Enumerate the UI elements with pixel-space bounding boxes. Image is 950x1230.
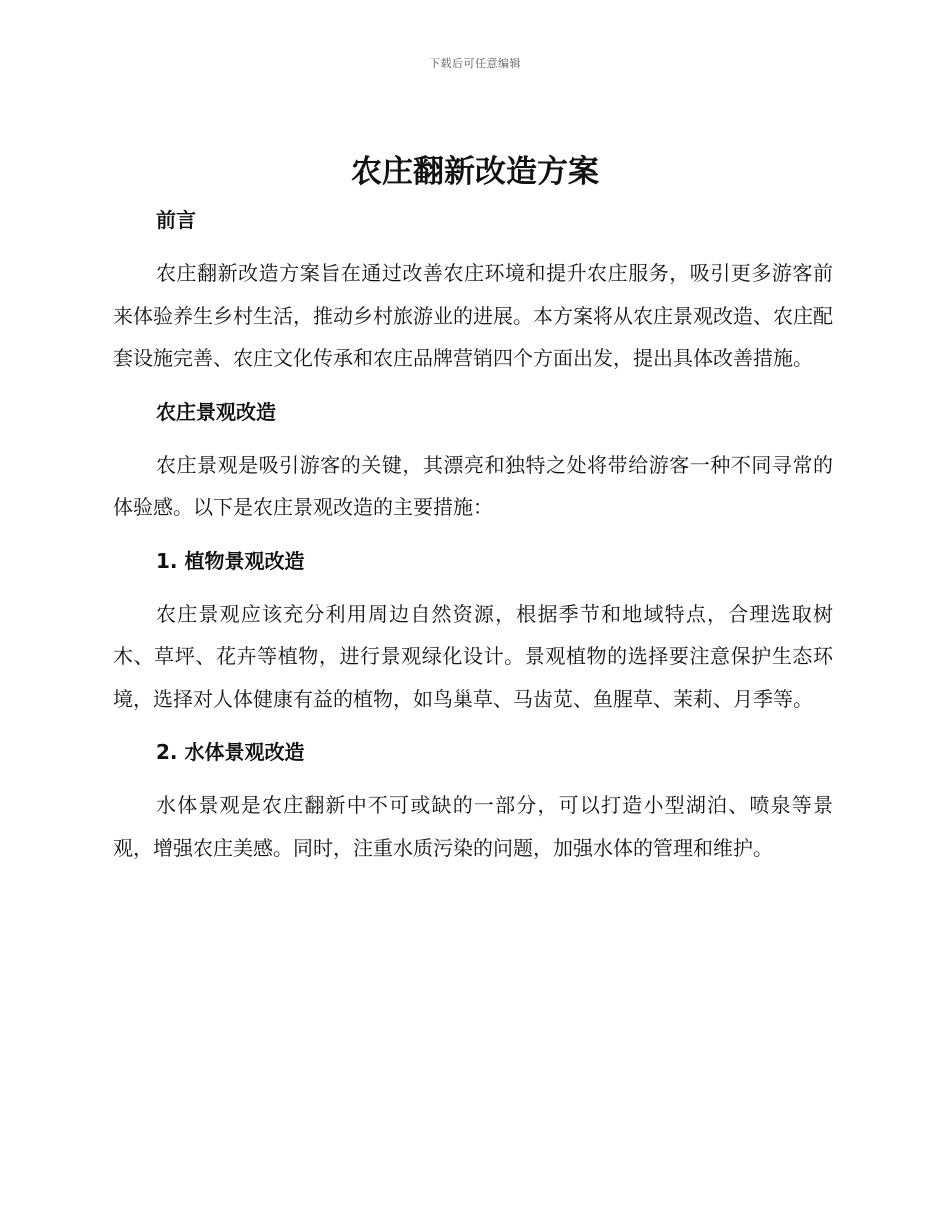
section-heading-plants: 1. 植物景观改造 — [156, 548, 305, 573]
document-title: 农庄翻新改造方案 — [351, 154, 599, 190]
section-heading-preface: 前言 — [156, 208, 196, 232]
section-paragraph-water: 水体景观是农庄翻新中不可或缺的一部分，可以打造小型湖泊、喷泉等景观，增强农庄美感。同时，注重水质污染的问题，加强水体的管理和维护。 — [113, 793, 833, 860]
section-paragraph-plants: 农庄景观应该充分利用周边自然资源，根据季节和地域特点，合理选取树木、草坪、花卉等植物，进行景观绿化设计。景观植物的选择要注意保护生态环境，选择对人体健康有益的植物，如鸟巢草、马齿苋、鱼腥草、茉莉、月季等。 — [113, 601, 833, 711]
section-paragraph-preface: 农庄翻新改造方案旨在通过改善农庄环境和提升农庄服务，吸引更多游客前来体验养生乡村生活，推动乡村旅游业的进展。本方案将从农庄景观改造、农庄配套设施完善、农庄文化传承和农庄品牌营销四个方面出发，提出具体改善措施。 — [113, 261, 833, 370]
document-body — [113, 198, 833, 869]
section-heading-landscape: 农庄景观改造 — [156, 399, 276, 424]
page-header-note: 下载后可任意编辑 — [429, 57, 521, 70]
section-heading-water: 2. 水体景观改造 — [156, 740, 305, 764]
section-paragraph-landscape: 农庄景观是吸引游客的关键，其漂亮和独特之处将带给游客一种不同寻常的体验感。以下是农庄景观改造的主要措施： — [113, 452, 833, 519]
